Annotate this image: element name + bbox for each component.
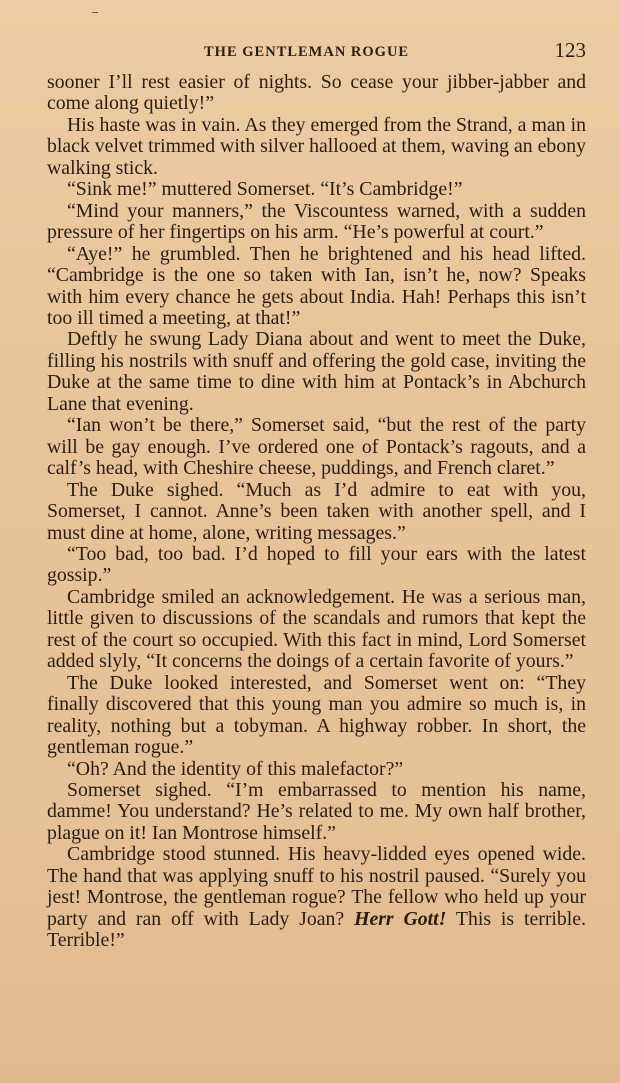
paragraph: “Sink me!” muttered Somerset. “It’s Cambridge!” [67,178,463,201]
body-text [47,72,586,952]
paragraph: “Aye!” he grumbled. Then he brightened and his head lifted. “Cambridge is the one so taken with Ian, isn’t he, now? Speaks with him every chance he gets about India. Hah! Perhaps this isn’t too ill timed a meeting, at that!” [47,242,586,329]
paragraph: “Too bad, too bad. I’d hoped to fill your ears with the latest gossip.” [47,542,586,587]
page-number: 123 [554,38,586,62]
paragraph-tail: This is terrible. Terrible!” [47,907,587,952]
paragraph: Somerset sighed. “I’m embarrassed to mention his name, damme! You understand? He’s related to me. My own half brother, plague on it! Ian Montrose himself.” [47,778,586,844]
emphasis-text: Herr Gott! [354,907,447,930]
paragraph: Deftly he swung Lady Diana about and went to meet the Duke, filling his nostrils with snuff and offering the gold case, inviting the Duke at the same time to dine with him at Pontack’s in Abchurch Lane that evening. [47,328,586,415]
paragraph: “Ian won’t be there,” Somerset said, “but the rest of the party will be gay enough. I’ve ordered one of Pontack’s ragouts, and a calf’s head, with Cheshire cheese, puddings, and French claret.” [47,414,586,480]
paragraph: The Duke looked interested, and Somerset went on: “They finally discovered that this young man you admire so much is, in reality, nothing but a tobyman. A highway robber. In short, the gentleman rogue.” [47,671,586,759]
paragraph-text: Cambridge stood stunned. His heavy-lidded eyes opened wide. The hand that was applying snuff to his nostril paused. “Surely you jest! Montrose, the gentleman rogue? The fellow who held up your party and ran off with Lady Joan? [47,843,586,930]
paragraph: The Duke sighed. “Much as I’d admire to eat with you, Somerset, I cannot. Anne’s been taken with another spell, and I must dine at home, alone, writing messages.” [47,478,586,544]
page-mark [92,12,98,13]
paragraph: “Oh? And the identity of this malefactor?” [67,757,404,780]
running-title: THE GENTLEMAN ROGUE [204,44,410,60]
paragraph: Cambridge smiled an acknowledgement. He was a serious man, little given to discussions of the scandals and rumors that kept the rest of the court so occupied. With this fact in mind, Lord Somerset added slyly, “It concerns the doings of a certain favorite of yours.” [47,585,586,673]
page-header [48,38,586,68]
paragraph: sooner I’ll rest easier of nights. So cease your jibber-jabber and come along quietly!” [47,71,586,115]
paragraph: “Mind your manners,” the Viscountess warned, with a sudden pressure of her fingertips on his arm. “He’s powerful at court.” [47,199,586,244]
paragraph: His haste was in vain. As they emerged from the Strand, a man in black velvet trimmed with silver hallooed at them, waving an ebony walking stick. [47,113,586,179]
paragraph-last [47,844,586,951]
